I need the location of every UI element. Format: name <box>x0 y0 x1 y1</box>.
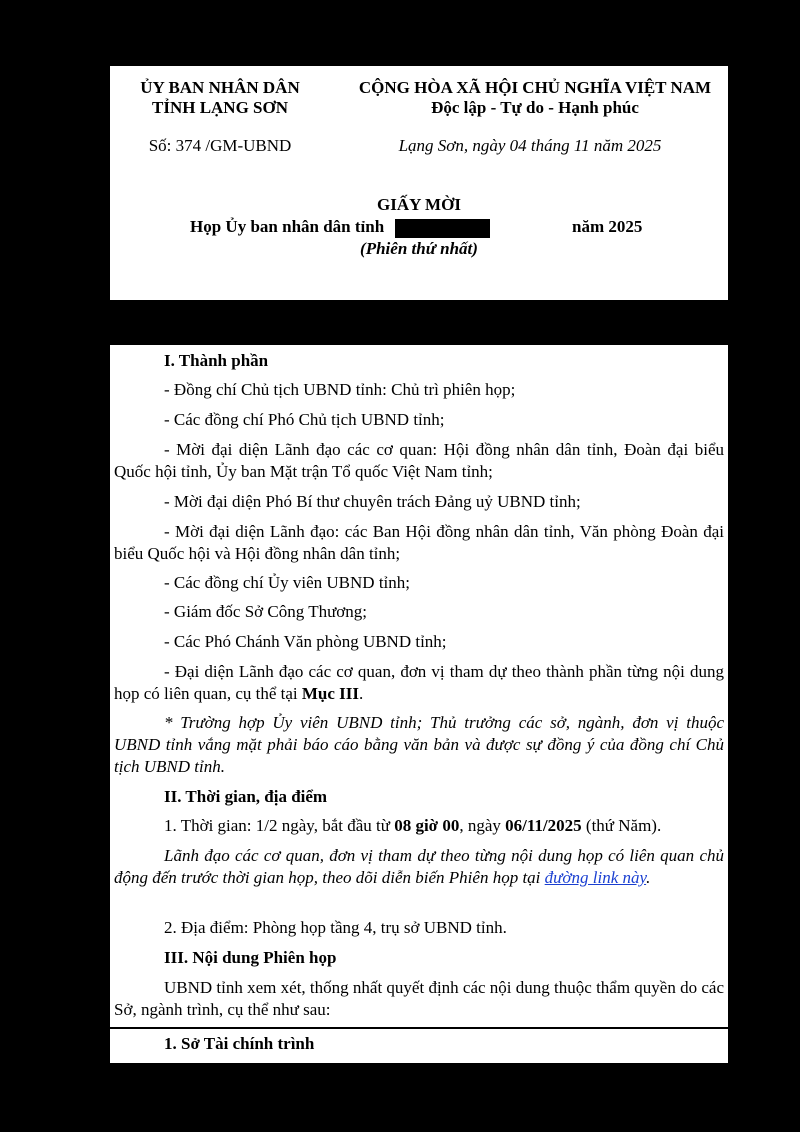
section-heading-time-place: II. Thời gian, địa điểm <box>164 787 328 806</box>
participant-item: - Giám đốc Sở Công Thương; <box>164 602 368 621</box>
participant-item: - Đồng chí Chủ tịch UBND tỉnh: Chủ trì phiên họp; <box>164 380 516 399</box>
section-heading-agenda: III. Nội dung Phiên họp <box>164 948 337 967</box>
issuer-name: ỦY BAN NHÂN DÂN TỈNH LẠNG SƠN <box>140 78 300 117</box>
agenda-item-heading: 1. Sở Tài chính trình <box>164 1034 315 1053</box>
livestream-link[interactable]: đường link này <box>544 868 647 887</box>
meeting-place: 2. Địa điểm: Phòng họp tầng 4, trụ sở UBND tỉnh. <box>164 918 507 937</box>
participant-item: - Các đồng chí Ủy viên UBND tỉnh; <box>164 573 410 592</box>
agenda-intro: UBND tỉnh xem xét, thống nhất quyết định các nội dung thuộc thẩm quyền do các Sở, ngành trình, cụ thể như sau: <box>114 978 724 1019</box>
participant-item: - Mời đại diện Lãnh đạo các cơ quan: Hội đồng nhân dân tỉnh, Đoàn đại biểu Quốc hội tỉnh, Ủy ban Mặt trận Tổ quốc Việt Nam tỉnh; <box>114 440 724 481</box>
session-label: (Phiên thứ nhất) <box>360 239 478 258</box>
absence-note: * Trường hợp Ủy viên UBND tỉnh; Thủ trưởng các sở, ngành, đơn vị thuộc UBND tỉnh vắng mặt phải báo cáo bằng văn bản và được sự đồng ý của đồng chí Chủ tịch UBND tỉnh. <box>114 713 724 776</box>
section-heading-participants: I. Thành phần <box>164 351 269 370</box>
attendance-guidance: Lãnh đạo các cơ quan, đơn vị tham dự theo từng nội dung họp có liên quan chủ động đến trước thời gian họp, theo dõi diễn biến Phiên họp tại đường link này. <box>114 846 724 887</box>
national-motto: CỘNG HÒA XÃ HỘI CHỦ NGHĨA VIỆT NAM Độc lập - Tự do - Hạnh phúc <box>358 78 712 117</box>
meeting-time: 1. Thời gian: 1/2 ngày, bắt đầu từ 08 giờ 00, ngày 06/11/2025 (thứ Năm). <box>164 816 662 835</box>
document-date: Lạng Sơn, ngày 04 tháng 11 năm 2025 <box>398 136 662 155</box>
document-body <box>110 345 728 1027</box>
section-reference: Mục III <box>301 684 360 703</box>
participant-item: - Các Phó Chánh Văn phòng UBND tỉnh; <box>164 632 447 651</box>
agenda-item-box <box>110 1029 728 1063</box>
redaction-block <box>395 219 490 238</box>
participant-item: - Mời đại diện Phó Bí thư chuyên trách Đảng uỷ UBND tỉnh; <box>164 492 581 511</box>
participant-item-last: - Đại diện Lãnh đạo các cơ quan, đơn vị tham dự theo thành phần từng nội dung họp có liên quan, cụ thể tại Mục III. <box>114 662 724 703</box>
doc-title: GIẤY MỜI <box>377 195 461 214</box>
document-number: Số: 374 /GM-UBND <box>148 136 292 155</box>
participant-item: - Mời đại diện Lãnh đạo: các Ban Hội đồng nhân dân tỉnh, Văn phòng Đoàn đại biểu Quốc hội và Hội đồng nhân dân tỉnh; <box>114 522 724 563</box>
participant-item: - Các đồng chí Phó Chủ tịch UBND tỉnh; <box>164 410 445 429</box>
doc-subtitle-part2: năm 2025 <box>572 217 643 236</box>
doc-subtitle-part1: Họp Ủy ban nhân dân tỉnh <box>190 217 385 236</box>
